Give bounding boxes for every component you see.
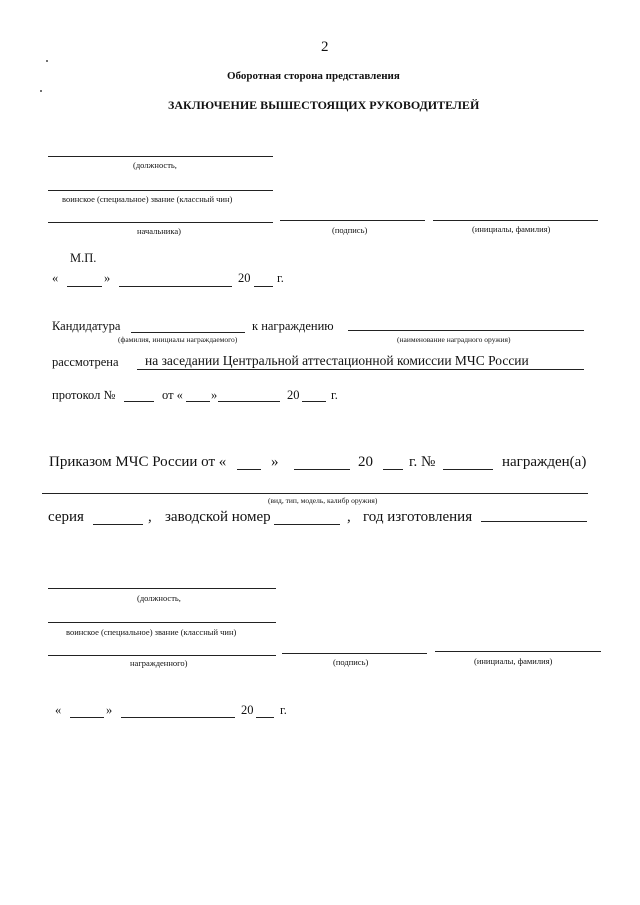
page-number: 2 [321,39,329,55]
scan-speck [40,90,42,92]
series-label: серия [48,509,84,525]
date-year-prefix: 20 [238,271,251,285]
protocol-label: протокол № [52,388,116,402]
awardee-signature-line[interactable] [282,653,427,654]
protocol-year-line[interactable] [302,401,326,402]
awardee-rank-line[interactable] [48,622,276,623]
candidate-name-line[interactable] [131,332,245,333]
weapon-type-line[interactable] [42,493,588,494]
order-prefix: Приказом МЧС России от « [49,454,227,470]
awardee-rank-caption: воинское (специальное) звание (классный чин) [66,627,237,637]
date2-quote-close: » [106,703,113,717]
document-title: ЗАКЛЮЧЕНИЕ ВЫШЕСТОЯЩИХ РУКОВОДИТЕЛЕЙ [168,98,480,112]
order-day-line[interactable] [237,469,261,470]
signature-line[interactable] [280,220,425,221]
series-comma: , [148,509,152,525]
signature-caption: (подпись) [332,225,368,235]
awardee-line[interactable] [48,655,276,656]
weapon-name-line[interactable] [348,330,584,331]
manufacture-year-line[interactable] [481,521,587,522]
review-underline [137,369,584,370]
scan-speck [46,60,48,62]
date-day-line[interactable] [67,286,102,287]
order-year-prefix: 20 [358,454,373,470]
factory-number-label: заводской номер [165,509,271,525]
order-awarded: награжден(а) [502,454,587,470]
manufacture-year-label: год изготовления [363,509,473,525]
award-label: к награждению [252,319,334,333]
date2-year-suffix: г. [280,703,287,717]
document-subtitle: Оборотная сторона представления [227,70,400,82]
date-month-line[interactable] [119,286,232,287]
factory-comma: , [347,509,351,525]
date2-quote-open: « [55,703,62,717]
chief-line[interactable] [48,222,273,223]
protocol-from-label: от « [162,388,183,402]
order-year-suffix: г. № [409,454,436,470]
position-line[interactable] [48,156,273,157]
awardee-caption: награжденного) [130,658,188,668]
factory-number-line[interactable] [274,524,340,525]
series-line[interactable] [93,524,143,525]
position-caption: (должность, [133,160,177,170]
date2-month-line[interactable] [121,717,235,718]
date2-day-line[interactable] [70,717,104,718]
candidate-name-caption: (фамилия, инициалы награждаемого) [118,335,238,344]
protocol-year-prefix: 20 [287,388,300,402]
awardee-position-caption: (должность, [137,593,181,603]
protocol-quote-close: » [211,388,218,402]
order-year-line[interactable] [383,469,403,470]
chief-caption: начальника) [137,226,181,236]
weapon-type-caption: (вид, тип, модель, калибр оружия) [268,496,378,505]
awardee-position-line[interactable] [48,588,276,589]
review-value: на заседании Центральной аттестационной комиссии МЧС России [145,353,529,368]
rank-line[interactable] [48,190,273,191]
weapon-name-caption: (наименование наградного оружия) [397,335,511,344]
date-year-suffix: г. [277,271,284,285]
awardee-signature-caption: (подпись) [333,657,369,667]
date-quote-close: » [104,271,111,285]
review-label: рассмотрена [52,355,119,369]
order-number-line[interactable] [443,469,493,470]
protocol-month-line[interactable] [218,401,280,402]
order-quote-close: » [271,454,279,470]
awardee-name-caption: (инициалы, фамилия) [474,656,553,666]
date-year-line[interactable] [254,286,273,287]
stamp-label: М.П. [70,251,97,265]
protocol-number-line[interactable] [124,401,154,402]
protocol-day-line[interactable] [186,401,210,402]
order-month-line[interactable] [294,469,350,470]
name-line[interactable] [433,220,598,221]
name-caption: (инициалы, фамилия) [472,224,551,234]
protocol-year-suffix: г. [331,388,338,402]
date-quote-open: « [52,271,59,285]
rank-caption: воинское (специальное) звание (классный чин) [62,194,233,204]
date2-year-prefix: 20 [241,703,254,717]
candidacy-label: Кандидатура [52,319,121,333]
date2-year-line[interactable] [256,717,274,718]
awardee-name-line[interactable] [435,651,601,652]
